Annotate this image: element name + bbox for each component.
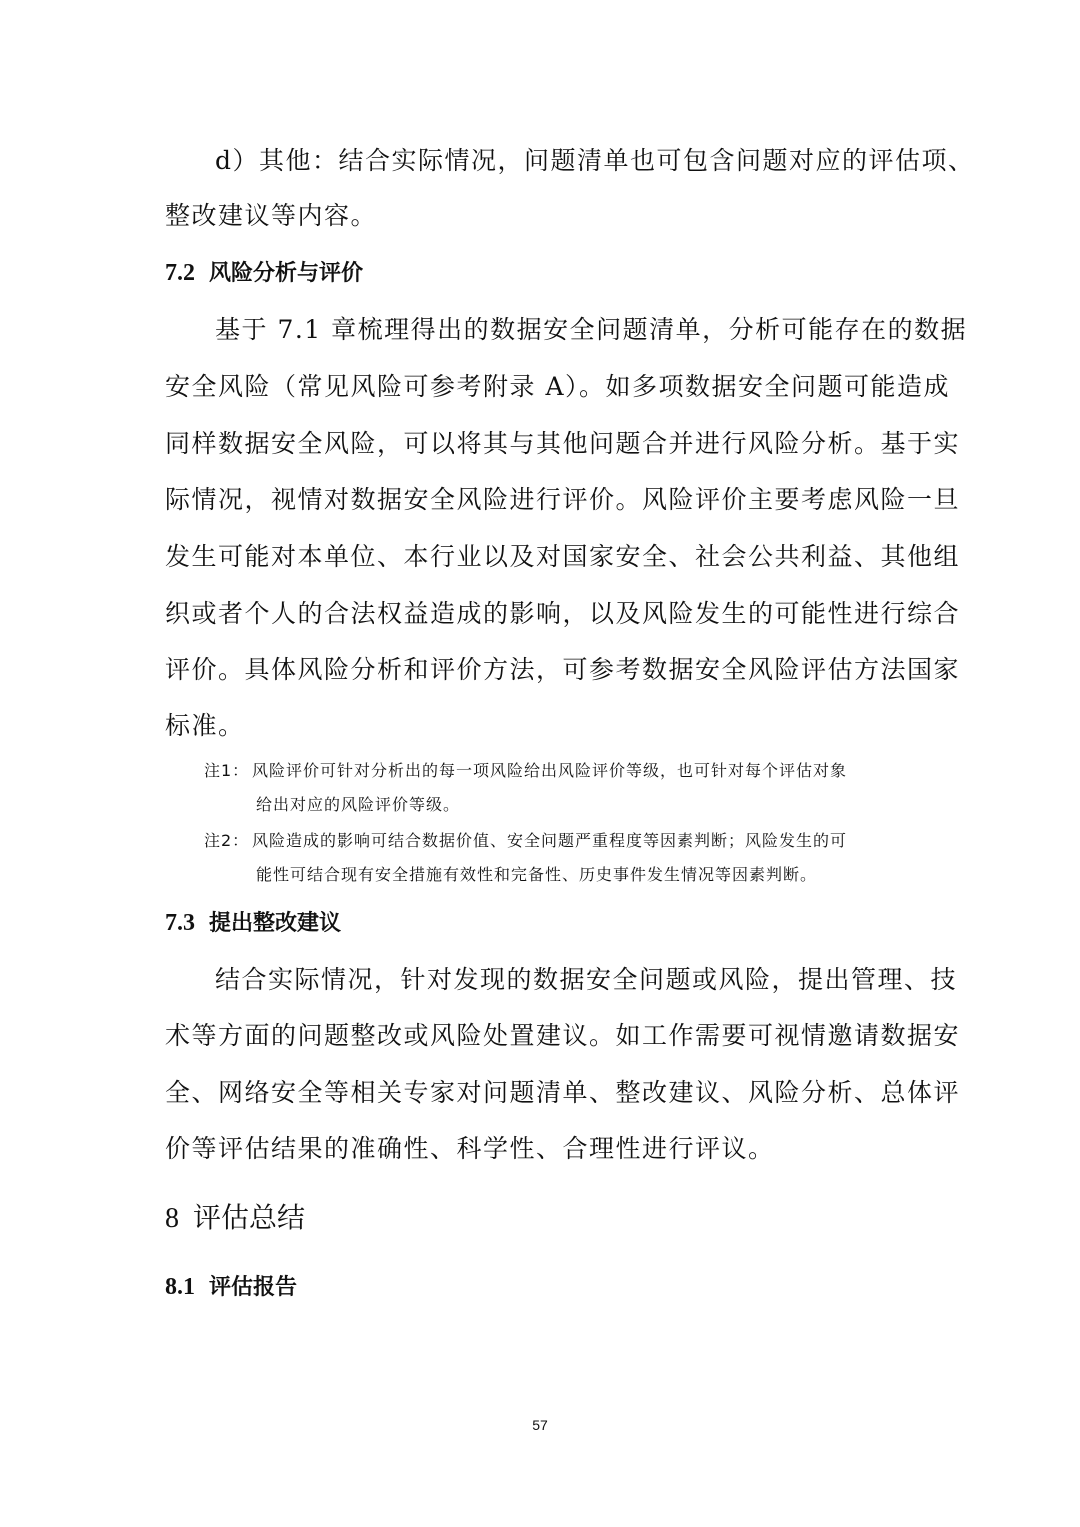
note-label: 注1：	[204, 761, 250, 780]
section-8-1-heading	[165, 1272, 297, 1302]
paragraph-line: 价等评估结果的准确性、科学性、合理性进行评议。	[165, 1134, 775, 1163]
paragraph-line: 发生可能对本单位、本行业以及对国家安全、社会公共利益、其他组	[165, 542, 961, 571]
section-number: 7.3	[165, 910, 195, 936]
note-1-continuation: 给出对应的风险评价等级。	[256, 795, 461, 814]
section-title: 评估报告	[209, 1274, 298, 1300]
section-number: 7.2	[165, 260, 195, 286]
section-title: 风险分析与评价	[209, 260, 364, 286]
paragraph-line: 际情况，视情对数据安全风险进行评价。风险评价主要考虑风险一旦	[165, 485, 961, 514]
section-number: 8.1	[165, 1274, 195, 1300]
chapter-number: 8	[165, 1203, 179, 1234]
paragraph-line: 评价。具体风险分析和评价方法，可参考数据安全风险评估方法国家	[165, 655, 961, 684]
section-7-3-heading	[165, 908, 341, 938]
note-text: 风险评价可针对分析出的每一项风险给出风险评价等级，也可针对每个评估对象	[252, 761, 848, 780]
paragraph-line: 织或者个人的合法权益造成的影响，以及风险发生的可能性进行综合	[165, 599, 961, 628]
note-1	[204, 759, 847, 783]
paragraph-line: 安全风险（常见风险可参考附录 A）。如多项数据安全问题可能造成	[165, 372, 951, 401]
note-label: 注2：	[204, 831, 250, 850]
paragraph-line: 全、网络安全等相关专家对问题清单、整改建议、风险分析、总体评	[165, 1078, 961, 1107]
section-7-2-heading	[165, 258, 363, 288]
note-2-continuation: 能性可结合现有安全措施有效性和完备性、历史事件发生情况等因素判断。	[256, 865, 818, 884]
item-d-line-2: 整改建议等内容。	[165, 201, 378, 230]
paragraph-line: 结合实际情况，针对发现的数据安全问题或风险，提出管理、技	[215, 965, 958, 994]
paragraph-line: 同样数据安全风险，可以将其与其他问题合并进行风险分析。基于实	[165, 429, 961, 458]
paragraph-line: 标准。	[165, 711, 245, 740]
note-text: 风险造成的影响可结合数据价值、安全问题严重程度等因素判断；风险发生的可	[252, 831, 848, 850]
item-d-line-1: d）其他：结合实际情况，问题清单也可包含问题对应的评估项、	[215, 146, 975, 175]
section-title: 提出整改建议	[209, 910, 342, 936]
chapter-title: 评估总结	[193, 1201, 306, 1234]
page-number: 57	[532, 1417, 548, 1433]
section-8-heading	[165, 1199, 305, 1238]
note-2	[204, 829, 847, 853]
paragraph-line: 基于 7.1 章梳理得出的数据安全问题清单，分析可能存在的数据	[215, 315, 968, 344]
paragraph-line: 术等方面的问题整改或风险处置建议。如工作需要可视情邀请数据安	[165, 1021, 961, 1050]
